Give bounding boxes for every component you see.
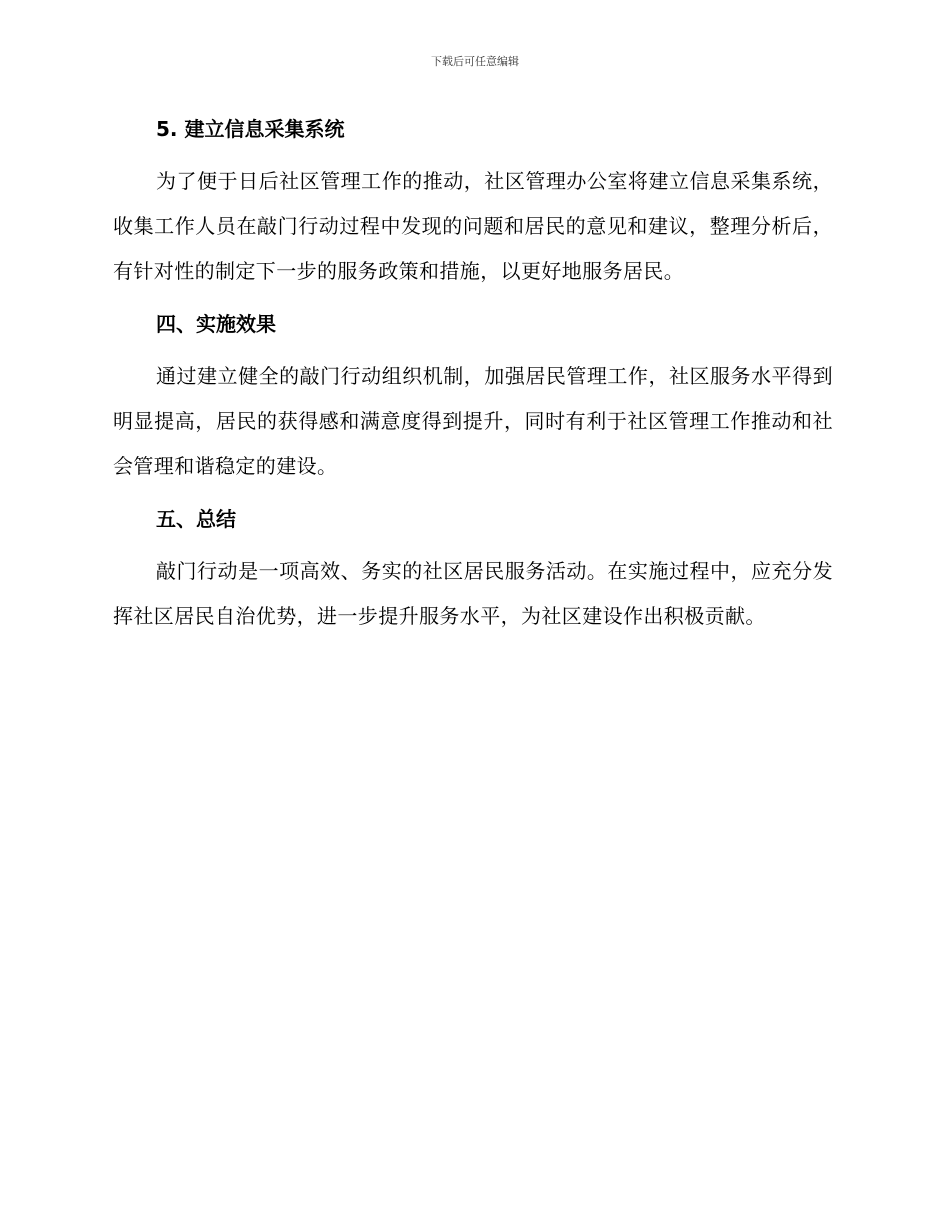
section-heading-info-system: 5. 建立信息采集系统 xyxy=(156,117,345,141)
section-paragraph-summary: 敲门行动是一项高效、务实的社区居民服务活动。在实施过程中，应充分发挥社区居民自治优势，进一步提升服务水平，为社区建设作出积极贡献。 xyxy=(113,559,833,628)
document-body xyxy=(113,112,833,639)
section-heading-effects: 四、实施效果 xyxy=(156,312,276,336)
section-paragraph-info-system: 为了便于日后社区管理工作的推动，社区管理办公室将建立信息采集系统，收集工作人员在敲门行动过程中发现的问题和居民的意见和建议，整理分析后，有针对性的制定下一步的服务政策和措施，以更好地服务居民。 xyxy=(113,169,833,283)
section-heading-summary: 五、总结 xyxy=(156,507,236,531)
header-note: 下载后可任意编辑 xyxy=(431,55,519,68)
section-paragraph-effects: 通过建立健全的敲门行动组织机制，加强居民管理工作，社区服务水平得到明显提高，居民的获得感和满意度得到提升，同时有利于社区管理工作推动和社会管理和谐稳定的建设。 xyxy=(113,364,833,478)
